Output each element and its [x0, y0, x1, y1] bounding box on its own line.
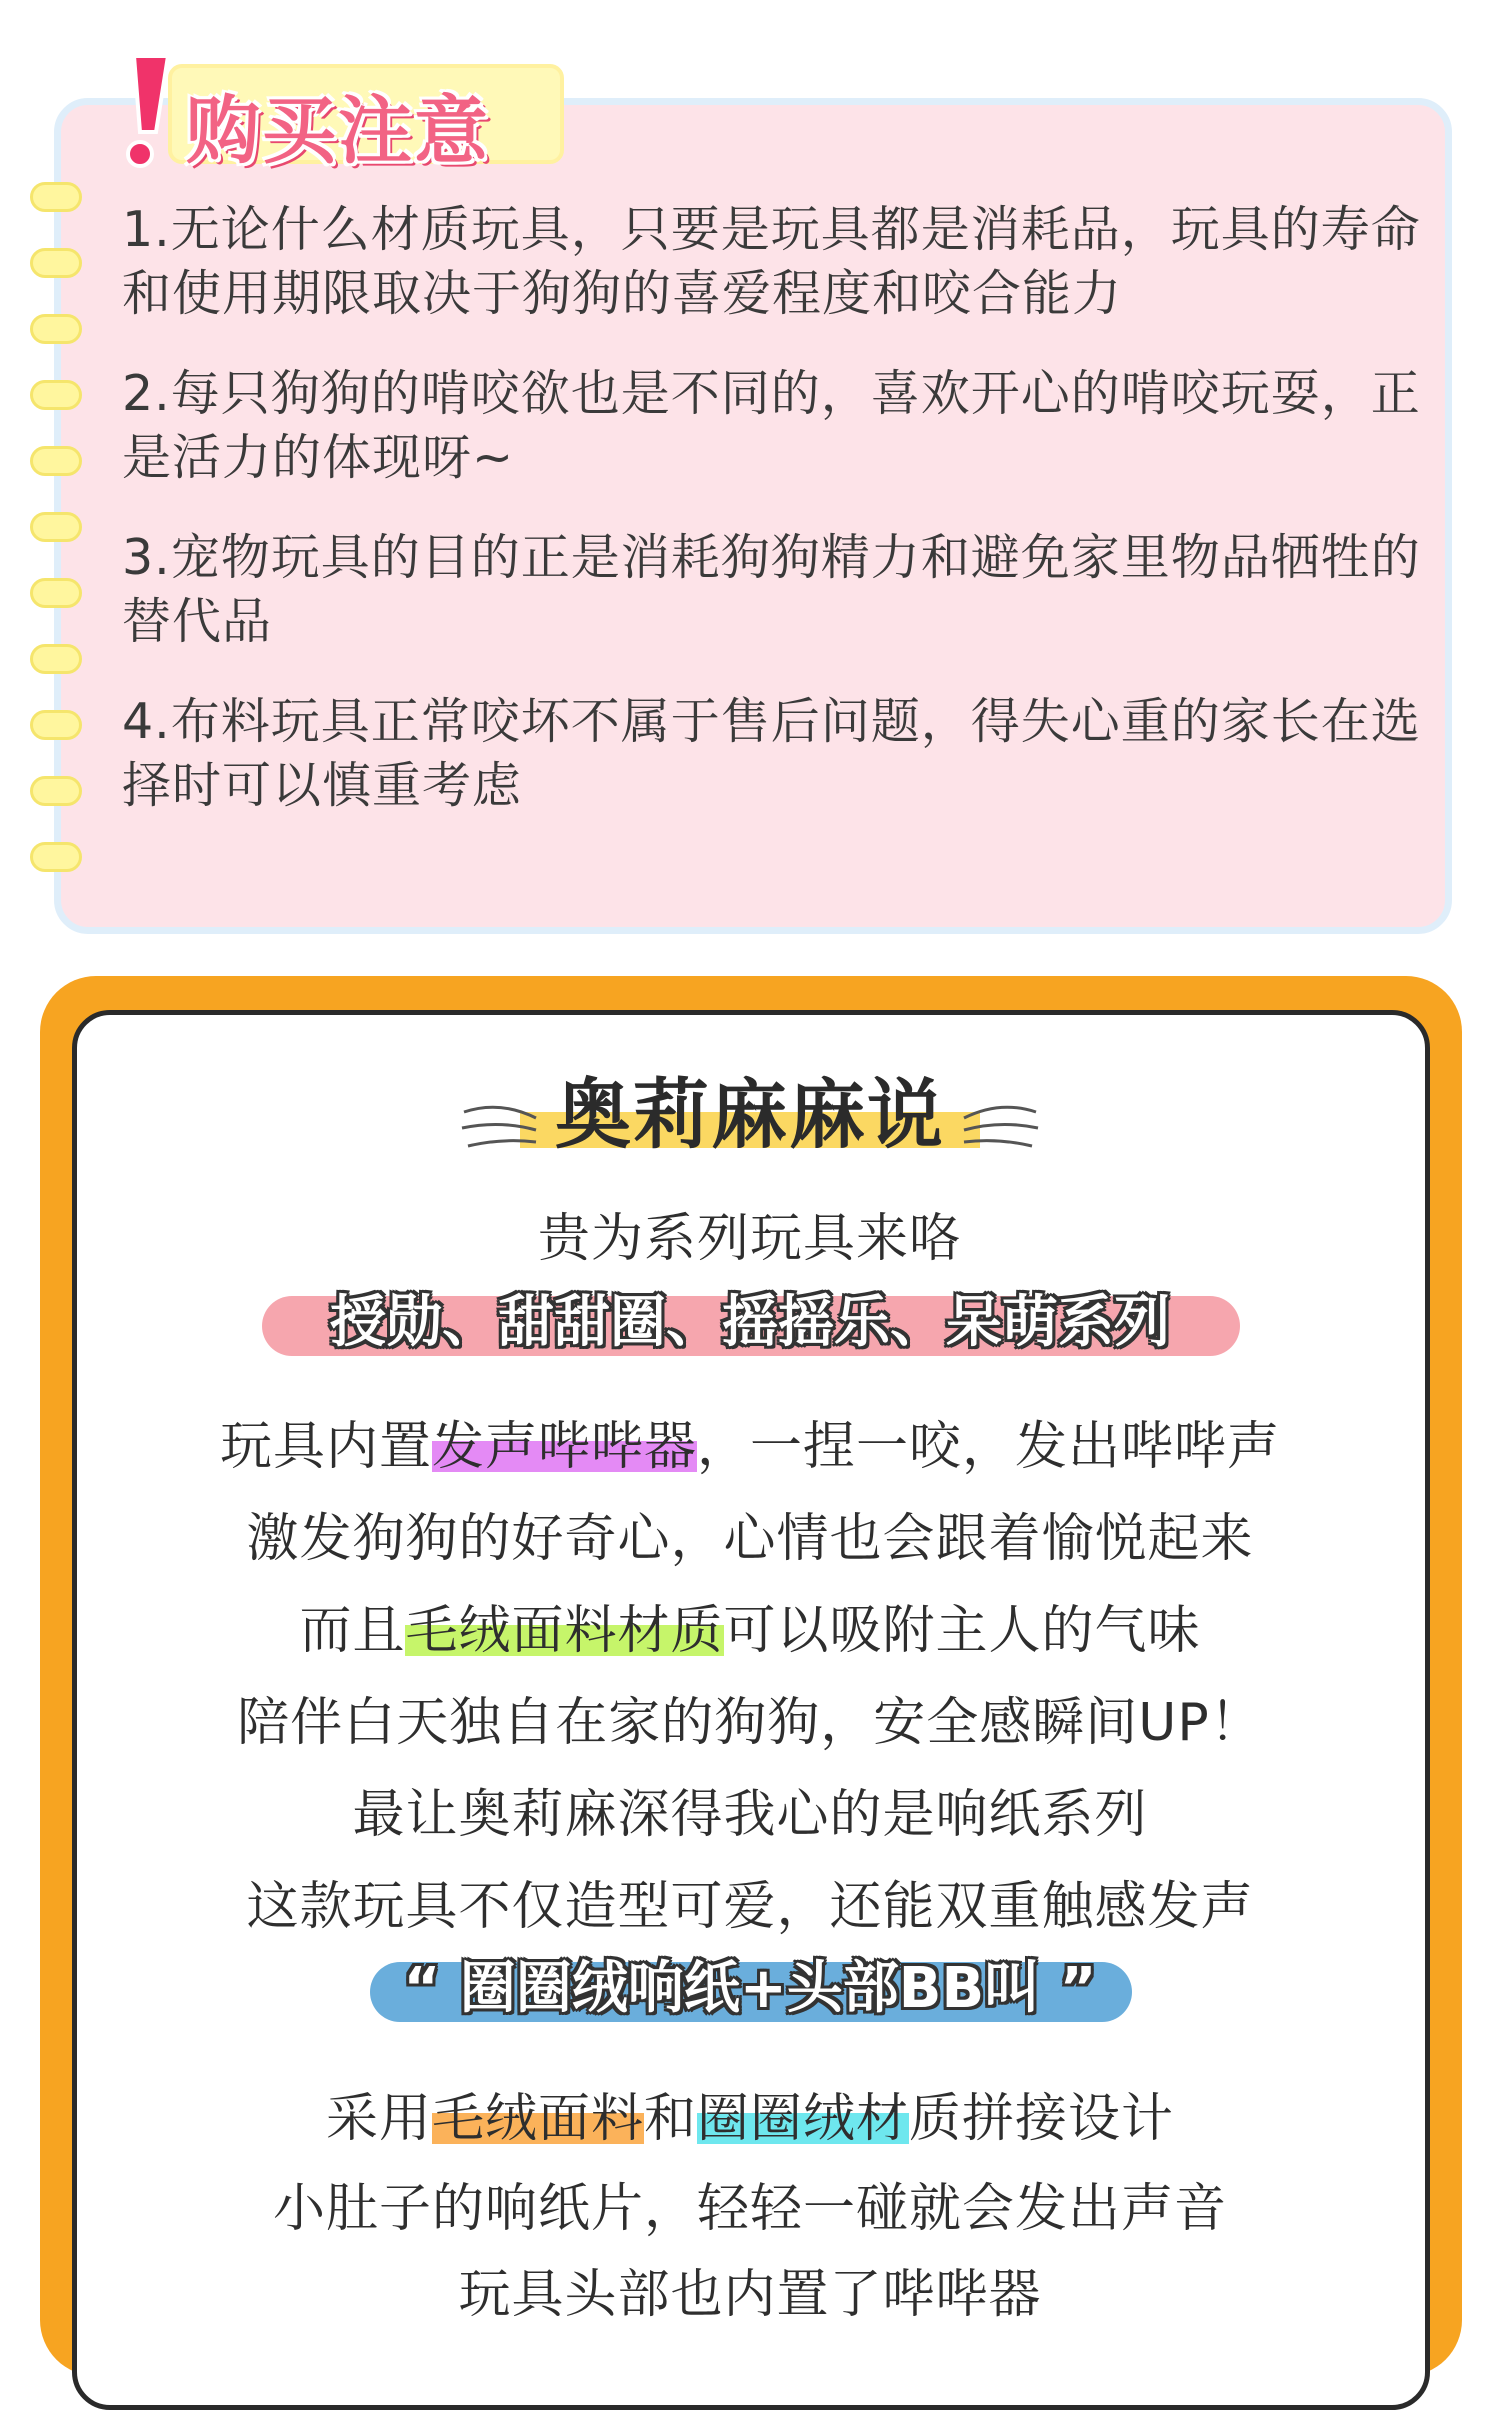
spiral-ring — [30, 842, 82, 872]
notice-title: 购买注意 — [186, 88, 490, 174]
notice-item: 2.每只狗狗的啃咬欲也是不同的，喜欢开心的啃咬玩耍，正是活力的体现呀~ — [122, 365, 1421, 486]
notice-header — [116, 50, 558, 172]
spiral-ring — [30, 578, 82, 608]
spiral-ring — [30, 380, 82, 410]
highlight-beeper: 发声哔哔器 — [431, 1417, 697, 1477]
spiral-ring — [30, 776, 82, 806]
paragraph-line: 玩具头部也内置了哔哔器 — [458, 2265, 1042, 2325]
text-span: 质拼接设计 — [909, 2089, 1175, 2149]
spiral-ring — [30, 182, 82, 212]
spiral-ring — [30, 710, 82, 740]
paragraph-line: 激发狗狗的好奇心，心情也会跟着愉悦起来 — [246, 1509, 1254, 1569]
text-span: ，一捏一咬，发出哔哔声 — [697, 1417, 1281, 1477]
notice-list — [122, 198, 1422, 854]
highlight-plush-material: 毛绒面料材质 — [405, 1601, 724, 1661]
paragraph-line: 最让奥莉麻深得我心的是响纸系列 — [352, 1785, 1148, 1845]
paragraph-line: 这款玩具不仅造型可爱，还能双重触感发声 — [246, 1877, 1254, 1937]
spiral-ring — [30, 314, 82, 344]
notice-item: 4.布料玩具正常咬坏不属于售后问题，得失心重的家长在选择时可以慎重考虑 — [122, 693, 1421, 814]
text-span: 和 — [643, 2089, 697, 2149]
paragraph-line: 陪伴白天独自在家的狗狗，安全感瞬间UP！ — [237, 1693, 1263, 1753]
spiral-ring — [30, 446, 82, 476]
text-span: 可以吸附主人的气味 — [723, 1601, 1201, 1661]
exclamation-icon — [116, 50, 176, 172]
paragraph-line — [0, 2076, 1500, 2151]
text-span: 而且 — [299, 1601, 406, 1661]
notice-item: 3.宠物玩具的目的正是消耗狗狗精力和避免家里物品牺牲的替代品 — [122, 529, 1421, 650]
notice-item: 1.无论什么材质玩具，只要是玩具都是消耗品，玩具的寿命和使用期限取决于狗狗的喜爱程度和咬合能力 — [122, 201, 1421, 322]
spiral-ring — [30, 644, 82, 674]
mom-says-header — [470, 1050, 1030, 1170]
spiral-ring — [30, 248, 82, 278]
highlight-plush-fabric: 毛绒面料 — [431, 2089, 644, 2149]
swoosh-left-icon — [460, 1090, 540, 1160]
quote-pill-text: “ 圈圈绒响纸+头部BB叫 ” — [403, 1956, 1097, 2021]
swoosh-right-icon — [960, 1090, 1040, 1160]
paragraph-line — [0, 1588, 1500, 1663]
intro-text: 贵为系列玩具来咯 — [537, 1209, 962, 1269]
series-pill-text: 授勋、甜甜圈、摇摇乐、呆萌系列 — [330, 1290, 1170, 1355]
paragraph-line — [0, 1404, 1500, 1479]
mom-says-title: 奥莉麻麻说 — [555, 1070, 945, 1159]
text-span: 玩具内置 — [219, 1417, 432, 1477]
highlight-loop-fleece: 圈圈绒材 — [697, 2089, 910, 2149]
text-span: 采用 — [325, 2089, 432, 2149]
spiral-ring — [30, 512, 82, 542]
paragraph-line: 小肚子的响纸片，轻轻一碰就会发出声音 — [272, 2179, 1227, 2239]
